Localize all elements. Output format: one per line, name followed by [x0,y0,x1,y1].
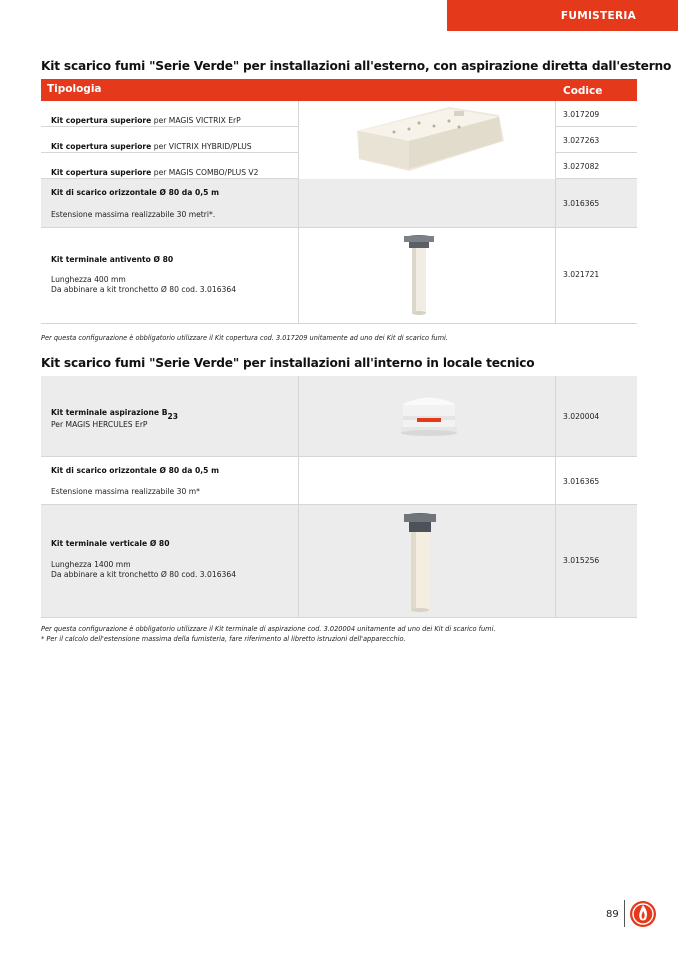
table-header [41,79,637,101]
cover-kit-image-cell [299,101,556,179]
row-code: 3.015256 [563,556,600,565]
row-code: 3.017209 [563,110,600,119]
flame-logo-icon [629,900,657,928]
row-desc: Lunghezza 400 mm [51,275,126,284]
row-code: 3.027082 [563,162,600,171]
row-model: per MAGIS VICTRIX ErP [151,116,241,125]
row-desc: Per MAGIS HERCULES ErP [51,420,148,429]
section2-title: Kit scarico fumi "Serie Verde" per installazioni all'interno in locale tecnico [41,356,535,370]
row-title: Kit copertura superiore [51,116,152,125]
table-row [41,179,637,228]
row-model: per MAGIS COMBO/PLUS V2 [151,168,259,177]
col-codice: Codice [563,85,603,97]
row-title: Kit terminale aspirazione B [51,408,168,417]
table-row [41,376,637,457]
row-code: 3.020004 [563,412,600,421]
footer-divider [624,900,625,927]
row-title: Kit copertura superiore [51,142,152,151]
section1-note: Per questa configurazione è obbligatorio utilizzare il Kit copertura cod. 3.017209 unitamente ad uno dei Kit di scarico fumi. [41,334,448,342]
row-title-sub: 23 [167,412,179,422]
page-number: 89 [606,909,619,920]
section-tab-label: FUMISTERIA [560,9,636,22]
table-row [41,505,637,618]
intake-terminal-image [299,376,556,457]
table-row [41,228,637,324]
col-tipologia: Tipologia [47,83,102,95]
row-title: Kit di scarico orizzontale Ø 80 da 0,5 m [51,188,220,197]
antiwind-terminal-image [299,228,556,324]
section1-title: Kit scarico fumi "Serie Verde" per installazioni all'esterno, con aspirazione diretta dall'esterno [41,59,672,73]
empty-image-cell [299,179,556,227]
row-title: Kit di scarico orizzontale Ø 80 da 0,5 m [51,466,220,475]
empty-image-cell [299,457,556,504]
row-code: 3.027263 [563,136,600,145]
row-desc: Estensione massima realizzabile 30 metri*. [51,210,216,219]
section-tab [447,0,678,31]
row-title: Kit terminale verticale Ø 80 [51,539,170,548]
table-row [41,457,637,505]
vertical-terminal-image [299,505,556,618]
row-title: Kit copertura superiore [51,168,152,177]
row-title: Kit terminale antivento Ø 80 [51,255,174,264]
row-desc: Estensione massima realizzabile 30 m* [51,487,200,496]
row-desc: Lunghezza 1400 mm [51,560,131,569]
row-desc2: Da abbinare a kit tronchetto Ø 80 cod. 3.016364 [51,285,237,294]
section2-note: Per questa configurazione è obbligatorio utilizzare il Kit terminale di aspirazione cod. 3.020004 unitamente ad uno dei Kit di scarico fumi. [41,625,496,633]
row-code: 3.016365 [563,199,600,208]
row-model: per VICTRIX HYBRID/PLUS [151,142,252,151]
row-desc2: Da abbinare a kit tronchetto Ø 80 cod. 3.016364 [51,570,237,579]
cover-kit-image [299,101,556,179]
row-code: 3.021721 [563,270,600,279]
row-code: 3.016365 [563,477,600,486]
section2-footnote: * Per il calcolo dell'estensione massima della fumisteria, fare riferimento al libretto istruzioni dell'apparecchio. [41,635,406,643]
